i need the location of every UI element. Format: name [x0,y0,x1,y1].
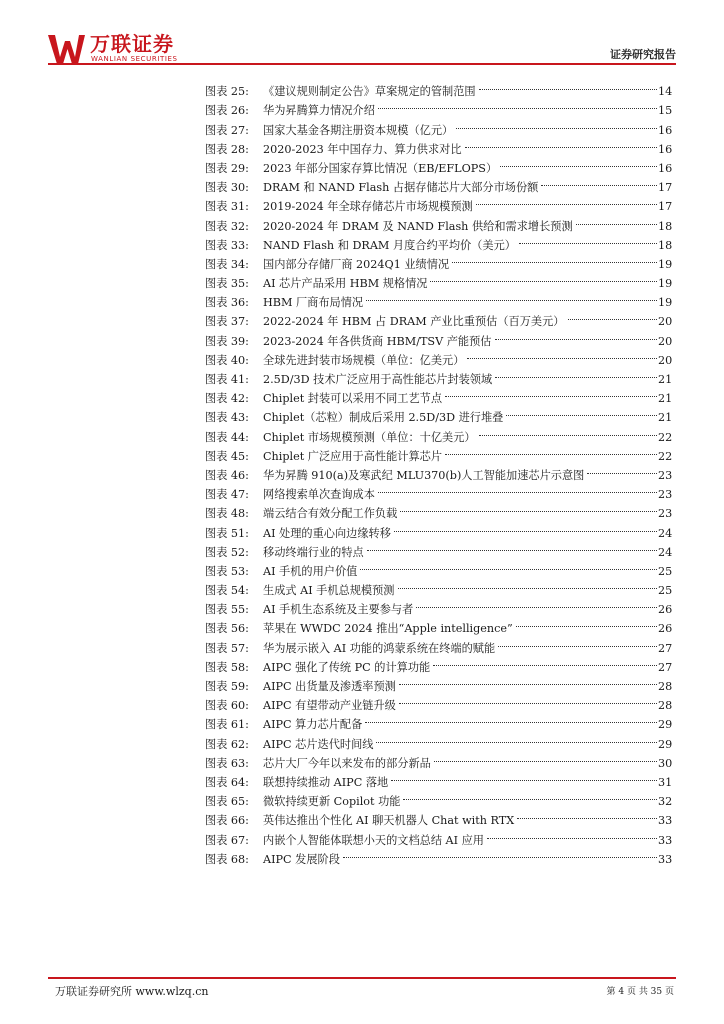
toc-entry-title: 芯片大厂今年以来发布的部分新品 [263,756,431,770]
toc-dot-leader [398,569,658,589]
wanlian-logo-icon [48,33,86,65]
toc-entry-label: 图表 31: [205,200,249,214]
header-divider [48,63,676,65]
toc-entry-page: 14 [658,85,673,99]
toc-dot-leader [479,415,657,435]
toc-entry-label: 图表 51: [205,526,249,540]
toc-entry-title: 2023 年部分国家存算比情况（EB/EFLOPS） [263,161,498,175]
toc-entry-page: 32 [658,795,673,809]
document-type-label: 证券研究报告 [610,48,676,61]
toc-dot-leader [343,838,657,858]
company-logo [48,33,198,65]
toc-entry-page: 21 [658,392,673,406]
toc-entry-title: 移动终端行业的特点 [263,545,364,559]
toc-entry-title: 华为展示嵌入 AI 功能的鸿蒙系统在终端的赋能 [263,641,496,655]
toc-entry-title: 端云结合有效分配工作负载 [263,507,398,521]
toc-entry-label: 图表 30: [205,181,249,195]
toc-dot-leader [495,358,657,378]
toc-dot-leader [495,319,658,339]
toc-entry-title: 2020-2023 年中国存力、算力供求对比 [263,142,462,156]
toc-entry-label: 图表 54: [205,584,249,598]
toc-entry-title: 英伟达推出个性化 AI 聊天机器人 Chat with RTX [263,814,515,828]
toc-entry-page: 33 [658,852,673,866]
toc-entry-title: AIPC 有望带动产业链升级 [263,699,396,713]
toc-entry-page: 31 [658,775,673,789]
toc-entry-label: 图表 66: [205,814,249,828]
toc-entry-title: Chiplet（芯粒）制成后采用 2.5D/3D 进行堆叠 [263,411,504,425]
toc-entry-title: 2.5D/3D 技术广泛应用于高性能芯片封装领域 [263,373,493,386]
toc-entry-title: AI 处理的重心向边缘转移 [263,526,391,540]
toc-entry-title: 苹果在 WWDC 2024 推出“Apple intelligence” [263,622,513,636]
toc-entry-label: 图表 47: [205,488,249,502]
toc-dot-leader [516,607,657,627]
page-header [0,0,724,66]
toc-entry-page: 18 [658,238,673,252]
toc-entry-title: 内嵌个人智能体联想小天的文档总结 AI 应用 [263,833,484,847]
toc-entry-label: 图表 25: [205,85,249,99]
toc-entry-title: 全球先进封装市场规模（单位：亿美元） [263,353,465,367]
logo-chinese-name: 万联证券 [90,32,174,56]
toc-entry-label: 图表 33: [205,238,249,252]
toc-entry-label: 图表 68: [205,852,249,866]
toc-dot-leader [367,531,657,551]
toc-entry-title: HBM 厂商布局情况 [263,296,364,310]
toc-entry-label: 图表 41: [205,373,249,386]
toc-dot-leader [467,339,657,359]
footer-divider [48,977,676,979]
toc-entry-title: 《建议规则制定公告》草案规定的管制范围 [263,85,476,99]
toc-dot-leader [400,492,657,512]
toc-entry-page: 26 [658,603,673,617]
toc-entry-label: 图表 35: [205,277,249,291]
toc-entry-label: 图表 67: [205,833,249,847]
toc-entry-page: 17 [658,200,673,214]
toc-entry-title: NAND Flash 和 DRAM 月度合约平均价（美元） [263,238,516,252]
toc-dot-leader [403,780,657,800]
toc-entry-page: 23 [658,488,673,502]
toc-entry-page: 29 [658,737,673,751]
toc-dot-leader [452,243,657,263]
toc-entry-title: 国内部分存储厂商 2024Q1 业绩情况 [263,257,450,271]
toc-entry-page: 33 [658,833,673,847]
toc-entry-label: 图表 64: [205,775,249,789]
toc-entry-page: 21 [658,411,673,425]
toc-entry-title: DRAM 和 NAND Flash 占据存储芯片大部分市场份额 [263,181,539,195]
toc-entry-page: 20 [658,353,673,367]
toc-entry-page: 23 [658,507,673,521]
toc-entry-label: 图表 46: [205,468,249,482]
toc-dot-leader [506,396,657,416]
toc-dot-leader [378,89,657,109]
toc-entry-label: 图表 58: [205,660,249,674]
toc-entry-label: 图表 40: [205,353,249,367]
toc-entry-label: 图表 27: [205,123,249,137]
toc-entry-title: AI 芯片产品采用 HBM 规格情况 [263,277,428,291]
figure-list [205,75,673,866]
toc-entry-title: AIPC 出货量及渗透率预测 [263,680,396,693]
toc-entry-page: 22 [658,430,673,444]
toc-dot-leader [376,722,657,742]
toc-dot-leader [500,147,657,167]
toc-dot-leader [445,435,657,455]
footer-source: 万联证券研究所 www.wlzq.cn [55,985,209,998]
toc-entry-page: 29 [658,718,673,732]
toc-entry-page: 30 [658,756,673,770]
toc-entry-title: 华为昇腾 910(a)及寒武纪 MLU370(b)人工智能加速芯片示意图 [263,468,585,482]
toc-entry-title: AI 手机生态系统及主要参与者 [263,603,414,617]
toc-entry-title: Chiplet 市场规模预测（单位：十亿美元） [263,430,476,444]
toc-dot-leader [519,224,657,244]
toc-entry-title: AIPC 强化了传统 PC 的计算功能 [263,660,431,674]
toc-entry-page: 25 [658,564,673,578]
toc-entry-label: 图表 48: [205,507,249,521]
toc-entry-title: AI 手机的用户价值 [263,564,358,578]
toc-entry-page: 16 [658,161,673,175]
toc-entry-title: Chiplet 封装可以采用不同工艺节点 [263,392,443,406]
toc-entry-page: 23 [658,468,673,482]
toc-entry-label: 图表 62: [205,737,249,751]
toc-entry-label: 图表 42: [205,392,249,406]
toc-entry-title: 2019-2024 年全球存储芯片市场规模预测 [263,200,473,214]
footer-page-number: 第 4 页 共 35 页 [606,987,674,997]
toc-dot-leader [391,761,657,781]
toc-entry-page: 24 [658,545,673,559]
toc-entry-label: 图表 52: [205,545,249,559]
toc-dot-leader [541,166,657,186]
toc-entry-page: 21 [658,373,673,386]
toc-entry-title: 华为昇腾算力情况介绍 [263,104,375,118]
toc-entry-page: 26 [658,622,673,636]
toc-dot-leader [465,128,657,148]
toc-entry-label: 图表 29: [205,161,249,175]
toc-dot-leader [568,300,658,320]
toc-entry-title: 国家大基金各期注册资本规模（亿元） [263,123,454,137]
toc-dot-leader [433,646,657,666]
toc-dot-leader [416,588,657,608]
toc-entry-label: 图表 63: [205,756,249,770]
toc-entry-label: 图表 39: [205,334,249,348]
toc-entry-page: 33 [658,814,673,828]
toc-entry-label: 图表 26: [205,104,249,118]
toc-entry-page: 22 [658,449,673,463]
toc-dot-leader [576,204,657,224]
toc-entry-title: 2020-2024 年 DRAM 及 NAND Flash 供给和需求增长预测 [263,219,573,233]
toc-entry-page: 19 [658,277,673,291]
toc-dot-leader [517,799,657,819]
toc-entry-title: Chiplet 广泛应用于高性能计算芯片 [263,449,443,463]
toc-entry-page: 16 [658,142,673,156]
toc-entry-label: 图表 37: [205,315,249,329]
toc-dot-leader [434,742,657,762]
toc-dot-leader [587,454,657,474]
toc-entry-page: 28 [658,699,673,713]
toc-entry-page: 18 [658,219,673,233]
toc-entry-page: 24 [658,526,673,540]
toc-entry-page: 28 [658,680,673,693]
toc-entry-title: 2023-2024 年各供货商 HBM/TSV 产能预估 [263,334,492,348]
toc-entry-page: 15 [658,104,673,118]
toc-entry-title: 生成式 AI 手机总规模预测 [263,584,395,598]
toc-entry-label: 图表 59: [205,680,249,693]
toc-dot-leader [479,70,657,90]
toc-dot-leader [399,665,657,685]
toc-entry-page: 19 [658,296,673,310]
toc-entry-label: 图表 28: [205,142,249,156]
toc-entry-title: AIPC 芯片迭代时间线 [263,737,374,751]
toc-entry-page: 27 [658,660,673,674]
toc-entry-page: 20 [658,334,673,348]
toc-entry-label: 图表 45: [205,449,249,463]
toc-entry-title: 微软持续更新 Copilot 功能 [263,795,401,809]
toc-entry-label: 图表 34: [205,257,249,271]
toc-entry-title: 网络搜索单次查询成本 [263,488,375,502]
toc-dot-leader [456,108,657,128]
toc-dot-leader [445,377,657,397]
toc-entry-label: 图表 56: [205,622,249,636]
toc-entry-label: 图表 55: [205,603,249,617]
toc-dot-leader [498,626,657,646]
toc-entry-page: 16 [658,123,673,137]
toc-entry-label: 图表 57: [205,641,249,655]
toc-entry-page: 27 [658,641,673,655]
toc-entry-label: 图表 43: [205,411,249,425]
toc-dot-leader [430,262,657,282]
toc-entry-title: AIPC 发展阶段 [263,852,340,866]
toc-entry-title: AIPC 算力芯片配备 [263,718,363,732]
toc-dot-leader [378,473,657,493]
toc-entry-label: 图表 60: [205,699,249,713]
toc-entry-page: 17 [658,181,673,195]
toc-dot-leader [487,818,657,838]
toc-entry-label: 图表 32: [205,219,249,233]
toc-entry-page: 19 [658,257,673,271]
toc-dot-leader [365,703,657,723]
logo-english-name: WANLIAN SECURITIES [91,55,178,63]
toc-dot-leader [366,281,657,301]
toc-entry-title: 2022-2024 年 HBM 占 DRAM 产业比重预估（百万美元） [263,315,565,329]
toc-dot-leader [394,511,657,531]
toc-entry-label: 图表 53: [205,564,249,578]
toc-entry-label: 图表 65: [205,795,249,809]
toc-dot-leader [360,550,657,570]
toc-dot-leader [476,185,657,205]
toc-entry-title: 联想持续推动 AIPC 落地 [263,775,389,789]
toc-entry-page: 25 [658,584,673,598]
toc-entry-label: 图表 61: [205,718,249,732]
toc-dot-leader [399,684,657,704]
toc-entry-page: 20 [658,315,673,329]
toc-entry-label: 图表 36: [205,296,249,310]
toc-entry-label: 图表 44: [205,430,249,444]
